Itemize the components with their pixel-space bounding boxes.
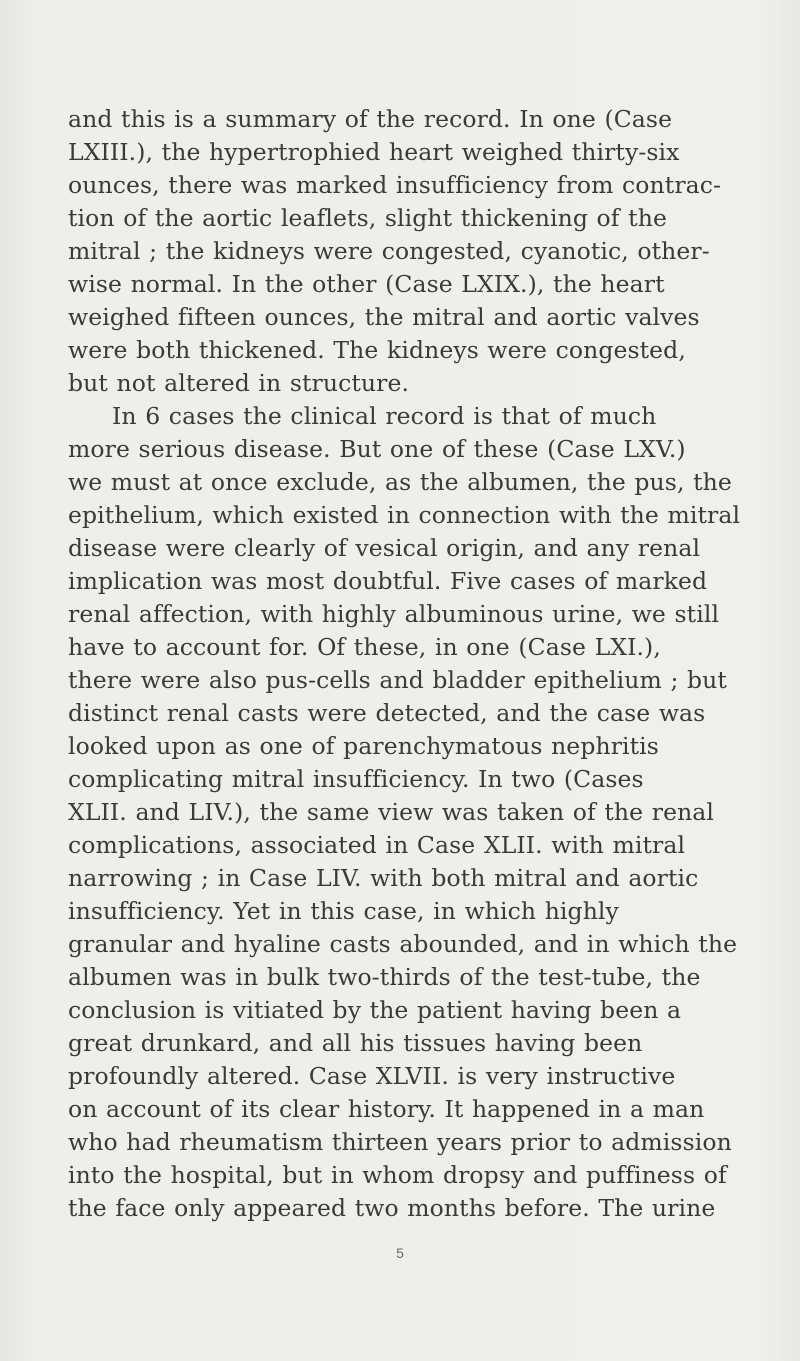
paragraph-start-line: In 6 cases the clinical record is that of much xyxy=(112,402,657,430)
text-line: disease were clearly of vesical origin, and any renal xyxy=(68,534,701,562)
text-line: wise normal. In the other (Case LXIX.), the heart xyxy=(68,270,665,298)
text-line: LXIII.), the hypertrophied heart weighed thirty-six xyxy=(68,138,680,166)
text-line: who had rheumatism thirteen years prior to admission xyxy=(68,1128,732,1156)
text-line: we must at once exclude, as the albumen, the pus, the xyxy=(68,468,732,496)
text-line: tion of the aortic leaflets, slight thickening of the xyxy=(68,204,667,232)
text-line: but not altered in structure. xyxy=(68,369,410,397)
text-line: complicating mitral insufficiency. In two (Cases xyxy=(68,765,644,793)
text-line: insufficiency. Yet in this case, in which highly xyxy=(68,897,619,925)
text-line: into the hospital, but in whom dropsy and puffiness of xyxy=(68,1161,727,1189)
text-line: albumen was in bulk two-thirds of the test-tube, the xyxy=(68,963,701,991)
text-line: ounces, there was marked insufficiency from contrac- xyxy=(68,171,722,199)
text-line: XLII. and LIV.), the same view was taken of the renal xyxy=(68,798,715,826)
text-line: weighed fifteen ounces, the mitral and aortic valves xyxy=(68,303,700,331)
body-text xyxy=(68,103,748,1225)
text-line: conclusion is vitiated by the patient having been a xyxy=(68,996,682,1024)
text-line: on account of its clear history. It happened in a man xyxy=(68,1095,705,1123)
text-line: distinct renal casts were detected, and the case was xyxy=(68,699,706,727)
text-line: more serious disease. But one of these (Case LXV.) xyxy=(68,435,686,463)
text-line: and this is a summary of the record. In one (Case xyxy=(68,105,673,133)
page-number: 5 xyxy=(396,1245,404,1261)
text-line: complications, associated in Case XLII. with mitral xyxy=(68,831,686,859)
text-line: great drunkard, and all his tissues having been xyxy=(68,1029,643,1057)
text-line: were both thickened. The kidneys were congested, xyxy=(68,336,686,364)
text-line: renal affection, with highly albuminous urine, we still xyxy=(68,600,720,628)
text-line: have to account for. Of these, in one (Case LXI.), xyxy=(68,633,661,661)
text-line: granular and hyaline casts abounded, and in which the xyxy=(68,930,738,958)
text-line: mitral ; the kidneys were congested, cyanotic, other- xyxy=(68,237,710,265)
text-line: looked upon as one of parenchymatous nephritis xyxy=(68,732,659,760)
text-line: epithelium, which existed in connection with the mitral xyxy=(68,501,741,529)
text-line: narrowing ; in Case LIV. with both mitral and aortic xyxy=(68,864,699,892)
text-line: the face only appeared two months before. The urine xyxy=(68,1194,716,1222)
text-line: implication was most doubtful. Five cases of marked xyxy=(68,567,708,595)
text-line: profoundly altered. Case XLVII. is very instructive xyxy=(68,1062,676,1090)
text-line: there were also pus-cells and bladder epithelium ; but xyxy=(68,666,727,694)
